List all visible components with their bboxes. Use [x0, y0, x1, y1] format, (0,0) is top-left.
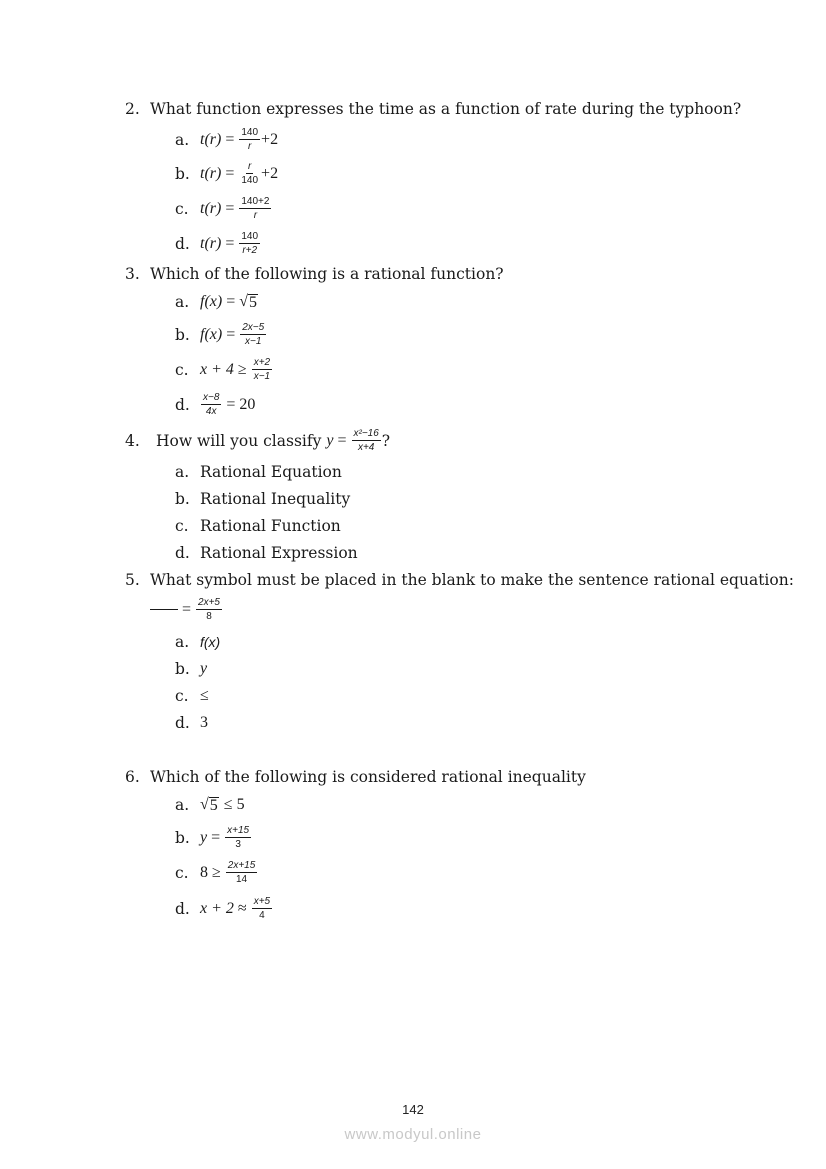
page-number: 142: [402, 1102, 424, 1117]
function-name: t(r): [200, 130, 222, 148]
q5-equation: = $\frac{2x+5}{8}$: [150, 597, 223, 622]
option-letter: c.: [175, 517, 189, 535]
q5-option-b[interactable]: [175, 660, 207, 678]
question-text: How will you classify: [156, 431, 322, 450]
constant-term: +2: [261, 164, 279, 182]
inequality-rhs: ≤ 5: [223, 796, 245, 813]
q4-option-b[interactable]: [175, 490, 350, 508]
option-label: 3: [200, 714, 208, 731]
relation-symbol: ≥: [237, 360, 247, 378]
relation-symbol: ≈: [237, 899, 247, 917]
answer-blank[interactable]: [150, 609, 178, 610]
q2-option-a[interactable]: a. t(r) = $\frac{140}{r}$ +2: [175, 127, 279, 152]
option-letter: d.: [175, 395, 190, 414]
constant-term: +2: [261, 130, 279, 148]
function-name: t(r): [200, 234, 222, 252]
q2-option-c[interactable]: c. t(r) = $\frac{140+2}{r}$: [175, 196, 270, 221]
fraction: $\frac{x+2}{x-1}$: [253, 357, 271, 382]
fraction: $\frac{140+2}{r}$: [241, 196, 270, 221]
question-text: What symbol must be placed in the blank to make the sentence rational equation:: [150, 571, 794, 589]
fraction: $\frac{2x+15}{14}$: [227, 860, 256, 885]
fraction: $\frac{x-8}{4x}$: [203, 392, 220, 417]
option-letter: c.: [175, 863, 189, 882]
question-text: Which of the following is a rational function?: [150, 265, 504, 283]
option-label: Rational Equation: [200, 463, 342, 481]
question-3: [125, 265, 504, 283]
expression: x + 2: [200, 899, 234, 917]
option-label: Rational Expression: [200, 544, 358, 562]
equation-rhs: = 20: [226, 395, 256, 413]
q4-option-d[interactable]: [175, 544, 358, 562]
option-label: ≤: [200, 687, 209, 704]
q4-option-c[interactable]: [175, 517, 341, 535]
square-root: √ 5: [200, 796, 218, 814]
variable: y: [200, 828, 208, 846]
option-letter: b.: [175, 325, 190, 344]
option-letter: d.: [175, 714, 190, 732]
q4-option-a[interactable]: [175, 463, 342, 481]
fraction: $\frac{140}{r+2}$: [241, 231, 259, 256]
question-number: 5.: [125, 571, 140, 589]
option-letter: a.: [175, 796, 190, 814]
fraction: $\frac{x+15}{3}$: [227, 825, 250, 850]
q2-option-b[interactable]: b. t(r) = $\frac{r}{140}$ +2: [175, 161, 279, 186]
fraction: $\frac{\text{x²−16}}{x+4}$: [353, 428, 379, 453]
option-letter: c.: [175, 360, 189, 379]
expression: x + 4: [200, 360, 234, 378]
function-name: f(x): [200, 325, 223, 343]
q3-option-a[interactable]: a. f(x) = √ 5: [175, 293, 258, 311]
q3-option-d[interactable]: [175, 392, 255, 417]
question-number: 2.: [125, 100, 140, 118]
q6-option-d[interactable]: [175, 896, 273, 921]
option-label: y: [200, 660, 208, 677]
option-letter: d.: [175, 544, 190, 562]
option-label: Rational Inequality: [200, 490, 351, 508]
option-letter: a.: [175, 130, 190, 149]
fraction: $\frac{x+5}{4}$: [253, 896, 271, 921]
q2-option-d[interactable]: d. t(r) = $\frac{140}{r+2}$: [175, 231, 259, 256]
question-4: 4. How will you classify y = $\frac{\text{x²−16}}{x+4}$ ?: [125, 428, 391, 453]
q5-option-d[interactable]: [175, 714, 208, 732]
q3-option-c[interactable]: [175, 357, 273, 382]
question-mark: ?: [381, 431, 391, 450]
function-name: t(r): [200, 164, 222, 182]
expression: 8: [200, 863, 208, 881]
option-letter: d.: [175, 899, 190, 918]
option-label: Rational Function: [200, 517, 341, 535]
function-name: t(r): [200, 199, 222, 217]
option-label: f(x): [200, 634, 221, 650]
variable: y: [326, 431, 334, 449]
function-name: f(x): [200, 293, 223, 310]
option-letter: d.: [175, 234, 190, 253]
question-5: [125, 571, 794, 589]
option-letter: b.: [175, 164, 190, 183]
q5-option-a[interactable]: [175, 633, 220, 651]
option-letter: a.: [175, 293, 190, 311]
q6-option-c[interactable]: [175, 860, 258, 885]
question-6: [125, 768, 586, 786]
option-letter: c.: [175, 199, 189, 218]
q5-option-c[interactable]: [175, 687, 209, 705]
square-root: √ 5: [239, 293, 258, 311]
watermark: www.modyul.online: [344, 1126, 482, 1143]
fraction: $\frac{2x+5}{8}$: [198, 597, 220, 622]
option-letter: b.: [175, 828, 190, 847]
fraction: $\frac{r}{140}$: [241, 161, 259, 186]
question-2: [125, 100, 741, 118]
relation-symbol: ≥: [212, 863, 221, 881]
option-letter: a.: [175, 463, 190, 481]
option-letter: b.: [175, 490, 190, 508]
q6-option-a[interactable]: [175, 796, 245, 814]
question-number: 6.: [125, 768, 140, 786]
fraction: $\frac{140}{r}$: [241, 127, 259, 152]
option-letter: c.: [175, 687, 189, 705]
fraction: $\frac{2x-5}{x-1}$: [242, 322, 265, 347]
q6-option-b[interactable]: b. y = $\frac{x+15}{3}$: [175, 825, 250, 850]
option-letter: a.: [175, 633, 190, 651]
question-text: What function expresses the time as a function of rate during the typhoon?: [150, 100, 742, 118]
question-number: 3.: [125, 265, 140, 283]
q3-option-b[interactable]: b. f(x) = $\frac{2x-5}{x-1}$: [175, 322, 265, 347]
question-text: Which of the following is considered rational inequality: [150, 768, 586, 786]
question-number: 4.: [125, 431, 140, 450]
option-letter: b.: [175, 660, 190, 678]
